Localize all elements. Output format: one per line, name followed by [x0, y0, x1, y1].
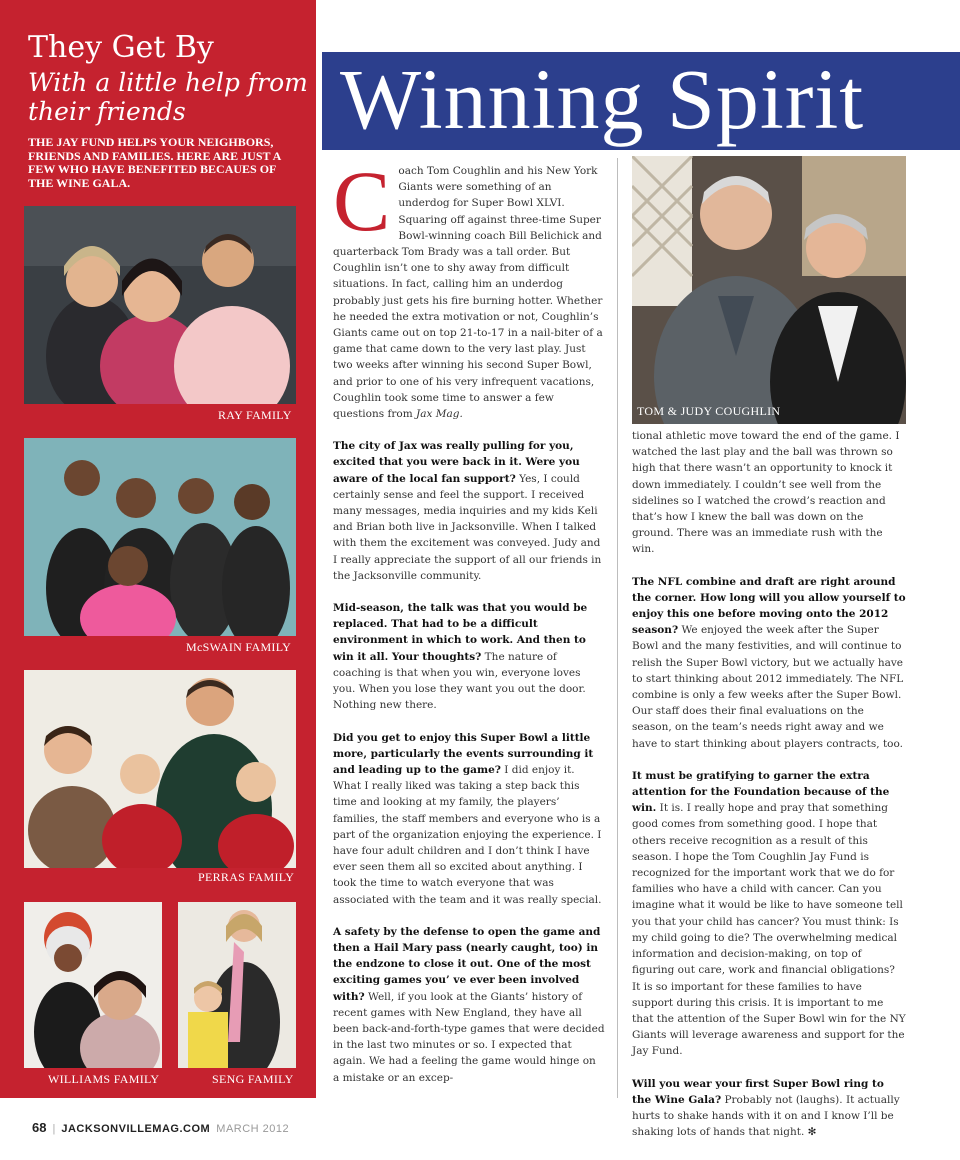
- answer-text: Yes, I could certainly sense and feel the support. I received many messages, media inquiries and my kids Keli and Brian both live in Jacksonville. When I talked with them the excitement was conveyed. Judy and I really appreciate the support of all our friends in the Jacksonville community.: [333, 472, 602, 582]
- sidebar-subtitle: With a little help from their friends: [28, 68, 308, 126]
- article-column-1: [333, 153, 605, 1086]
- question-text: Mid-season, the talk was that you would be replaced. That had to be a difficult environment in which to work. And then to win it all. Your thoughts?: [333, 602, 588, 663]
- answer-text: I did enjoy it. What I really liked was taking a step back this time and looking at my family, the players’ families, the staff members and everyone who is a part of the organization enjoying the experience. I have four adult children and I don’t think I have ever seen them all so excited about anything. I took the time to watch everyone that was associated with the team and it was really special.: [333, 763, 602, 906]
- perras-family-caption: PERRAS FAMILY: [198, 870, 295, 884]
- end-mark-icon: ✻: [807, 1126, 817, 1139]
- question-text: A safety by the defense to open the game and then a Hail Mary pass (nearly caught, too) in the endzone to close it out. One of the most exciting games you’ ve ever been involved with?: [333, 925, 601, 1003]
- page-number: 68: [32, 1120, 47, 1135]
- williams-family-photo: [24, 902, 162, 1068]
- answer-text: It is. I really hope and pray that something good comes from something good. I hope that others receive recognition as a result of this season. I hope the Tom Coughlin Jay Fund is recognized for the important work that we do for families who have a child with cancer. Can you imagine what it would be like to have someone tell you that your child has cancer? You must think: Is my child going to die? The overwhelming medical information and decision-making, on top of figuring out care, work and financial obligations? It is so important for these families to have support during this crisis. It is important to me that the attention of the Super Bowl win for the NY Giants will leverage awareness and support for the Jay Fund.: [632, 802, 906, 1058]
- answer-text: Probably not (laughs). It actually hurts to shake hands with it on and I know I’ll be shaking lots of hands that night.: [632, 1093, 900, 1139]
- footer-separator: |: [52, 1123, 56, 1135]
- question-text: Did you get to enjoy this Super Bowl a little more, particularly the events surrounding it and leading up to the game?: [333, 731, 594, 776]
- question-text: Will you wear your first Super Bowl ring to the Wine Gala?: [632, 1077, 884, 1106]
- answer-text: We enjoyed the week after the Super Bowl and the many festivities, and will continue to relish the Super Bowl victory, but we actually have to start thinking about 2012 immediately. The NFL combine is only a few weeks after the Super Bowl. Our staff does their final evaluations on the season, on the team’s needs right away and we have to start thinking about players contracts, too.: [632, 624, 904, 750]
- coughlin-photo: [632, 156, 906, 424]
- answer-text-part-2: tional athletic move toward the end of the game. I watched the last play and the ball was thrown so high that there wasn’t an opportunity to knock it down immediately. I couldn’t see well from the sidelines so I watched the crowd’s reaction and that’s how I knew the ball was down on the ground. There was an immediate rush with the win.: [632, 430, 900, 556]
- sidebar-title: They Get By: [28, 30, 214, 65]
- qa-block-7: [632, 1076, 906, 1141]
- footer-issue: MARCH 2012: [216, 1123, 290, 1135]
- question-text: The city of Jax was really pulling for you, excited that you were back in it. Were you aware of the local fan support?: [333, 440, 580, 485]
- seng-family-photo: [178, 902, 296, 1068]
- seng-family-caption: SENG FAMILY: [212, 1072, 294, 1086]
- mcswain-family-photo: [24, 438, 296, 636]
- question-text: It must be gratifying to garner the extra attention for the Foundation because of the win.: [632, 769, 890, 815]
- intro-text: oach Tom Coughlin and his New York Giants were something of an underdog for Super Bowl XLVI. Squaring off against three-time Super Bowl-winning coach Bill Belichick and quarterback Tom Brady was a tall order. But Coughlin isn’t one to shy away from difficult situations. In fact, calling him an underdog probably just gets his fire burning hotter. Whether he needed the extra motivation or not, Coughlin’s Giants came out on top 21-to-17 in a nail-biter of a game that came down to the very last play. Just two weeks after winning his second Super Bowl, and prior to one of his very infrequent vacations, Coughlin took some time to answer a few questions from: [333, 165, 603, 421]
- headline-banner: [322, 52, 960, 150]
- intro-paragraph: [333, 153, 605, 422]
- page-footer: [32, 1120, 289, 1135]
- article-headline: Winning Spirit: [340, 52, 865, 147]
- article-column-2: [632, 428, 906, 1140]
- coughlin-photo-caption: TOM & JUDY COUGHLIN: [637, 404, 781, 418]
- drop-cap: C: [333, 153, 391, 249]
- intro-publication: Jax Mag.: [416, 408, 463, 421]
- williams-family-caption: WILLIAMS FAMILY: [48, 1072, 160, 1086]
- qa-block-4: [333, 924, 605, 1086]
- ray-family-caption: RAY FAMILY: [218, 408, 292, 422]
- question-text: The NFL combine and draft are right around the corner. How long will you allow yourself to enjoy this one before moving onto the 2012 season?: [632, 575, 906, 637]
- ray-family-photo: [24, 206, 296, 404]
- qa-block-3: [333, 730, 605, 908]
- answer-text-part-1: Well, if you look at the Giants’ history of recent games with New England, they have all been back-and-forth-type games that were decided in the last two minutes or so. I expected that again. We had a feeling the game would hinge on a mistake or an excep-: [333, 990, 605, 1084]
- mcswain-family-caption: McSWAIN FAMILY: [186, 640, 292, 654]
- sidebar-panel: [0, 0, 316, 1098]
- footer-site[interactable]: JACKSONVILLEMAG.COM: [61, 1123, 211, 1135]
- column-divider: [617, 158, 618, 1098]
- qa-block-6: [632, 768, 906, 1060]
- perras-family-photo: [24, 670, 296, 868]
- qa-block-1: [333, 438, 605, 584]
- qa-block-5: [632, 574, 906, 752]
- sidebar-intro: THE JAY FUND HELPS YOUR NEIGHBORS, FRIENDS AND FAMILIES. HERE ARE JUST A FEW WHO HAVE BENEFITED BECAUES OF THE WINE GALA.: [28, 135, 281, 190]
- answer-text: The nature of coaching is that when you win, everyone loves you. When you lose they want you out the door. Nothing new there.: [333, 650, 586, 712]
- qa-block-2: [333, 600, 605, 713]
